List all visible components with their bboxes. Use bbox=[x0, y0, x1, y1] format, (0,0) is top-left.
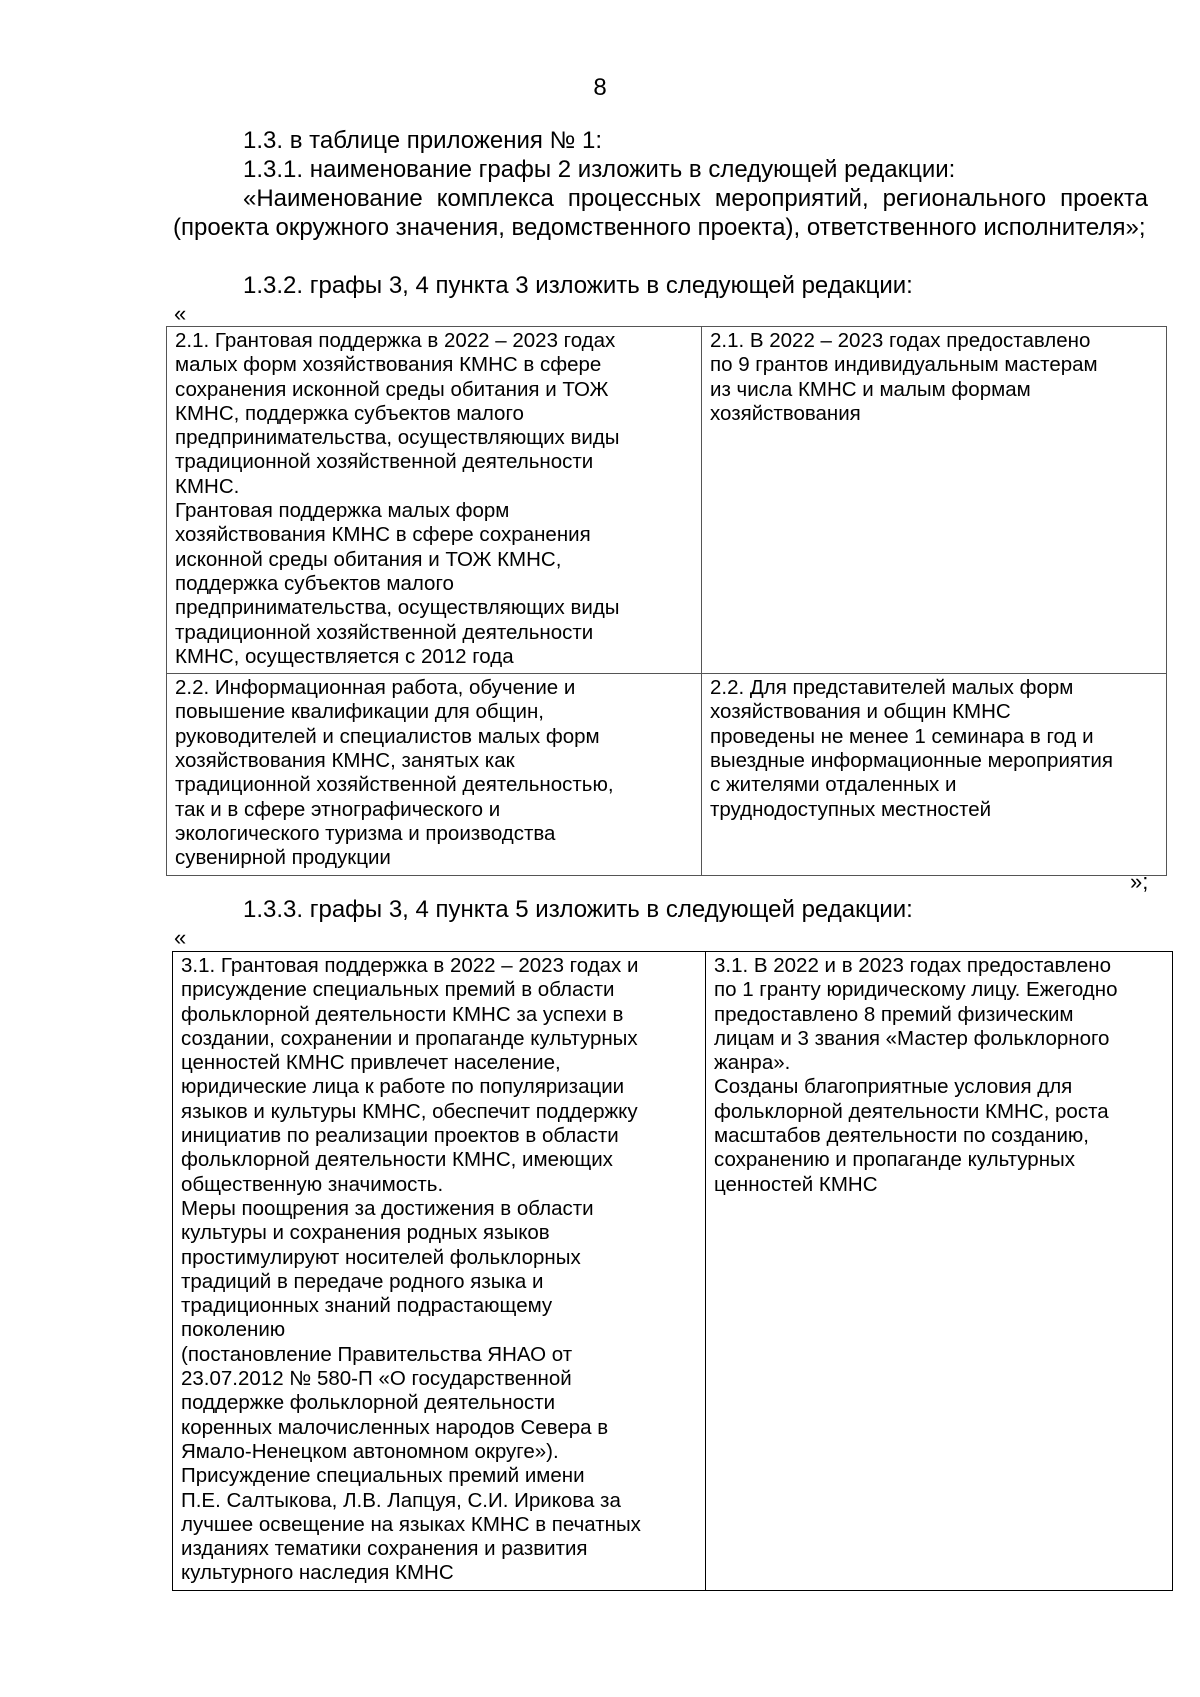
page-number: 8 bbox=[593, 74, 607, 101]
paragraph-1-3-1: 1.3.1. наименование графы 2 изложить в следующей редакции: bbox=[243, 156, 956, 183]
table-cell-column-4: 2.2. Для представителей малых форм хозяйствования и общин КМНС проведены не менее 1 семинара в год и выездные информационные мероприятия с жителями отдаленных и труднодоступных местностей bbox=[702, 674, 1167, 875]
table-cell-column-3: 2.2. Информационная работа, обучение и повышение квалификации для общин, руководителей и специалистов малых форм хозяйствования КМНС, занятых как традиционной хозяйственной деятельностью, так и в сфере этнографического и экологического туризма и производства сувенирной продукции bbox=[167, 674, 702, 875]
amendment-table-item-5 bbox=[172, 951, 1173, 1591]
table-row bbox=[173, 952, 1173, 1591]
table-row bbox=[167, 674, 1167, 875]
opening-quote-2: « bbox=[174, 925, 187, 950]
opening-quote-1: « bbox=[174, 301, 187, 326]
paragraph-column-2-name: «Наименование комплекса процессных мероприятий, регионального проекта (проекта окружного значения, ведомственного проекта), ответственного исполнителя»; bbox=[173, 185, 1148, 241]
table-row bbox=[167, 327, 1167, 674]
closing-quote-1: »; bbox=[1130, 869, 1149, 894]
amendment-table-item-3 bbox=[166, 326, 1167, 876]
paragraph-1-3: 1.3. в таблице приложения № 1: bbox=[243, 127, 603, 154]
table-cell-column-3: 2.1. Грантовая поддержка в 2022 – 2023 годах малых форм хозяйствования КМНС в сфере сохранения исконной среды обитания и ТОЖ КМНС, поддержка субъектов малого предпринимательства, осуществляющих виды традиционной хозяйственной деятельности КМНС. Грантовая поддержка малых форм хозяйствования КМНС в сфере сохранения исконной среды обитания и ТОЖ КМНС, поддержка субъектов малого предпринимательства, осуществляющих виды традиционной хозяйственной деятельности КМНС, осуществляется с 2012 года bbox=[167, 327, 702, 674]
table-cell-column-3: 3.1. Грантовая поддержка в 2022 – 2023 годах и присуждение специальных премий в области фольклорной деятельности КМНС за успехи в создании, сохранении и пропаганде культурных ценностей КМНС привлечет население, юридические лица к работе по популяризации языков и культуры КМНС, обеспечит поддержку инициатив по реализации проектов в области фольклорной деятельности КМНС, имеющих общественную значимость. Меры поощрения за достижения в области культуры и сохранения родных языков простимулируют носителей фольклорных традиций в передаче родного языка и традиционных знаний подрастающему поколению (постановление Правительства ЯНАО от 23.07.2012 № 580-П «О государственной поддержке фольклорной деятельности коренных малочисленных народов Севера в Ямало-Ненецком автономном округе»). Присуждение специальных премий имени П.Е. Салтыкова, Л.В. Лапцуя, С.И. Ирикова за лучшее освещение на языках КМНС в печатных изданиях тематики сохранения и развития культурного наследия КМНС bbox=[173, 952, 706, 1591]
table-cell-column-4: 2.1. В 2022 – 2023 годах предоставлено по 9 грантов индивидуальным мастерам из числа КМНС и малым формам хозяйствования bbox=[702, 327, 1167, 674]
paragraph-1-3-3: 1.3.3. графы 3, 4 пункта 5 изложить в следующей редакции: bbox=[243, 896, 913, 923]
paragraph-1-3-2: 1.3.2. графы 3, 4 пункта 3 изложить в следующей редакции: bbox=[243, 272, 913, 299]
table-cell-column-4: 3.1. В 2022 и в 2023 годах предоставлено по 1 гранту юридическому лицу. Ежегодно предоставлено 8 премий физическим лицам и 3 звания «Мастер фольклорного жанра». Созданы благоприятные условия для фольклорной деятельности КМНС, роста масштабов деятельности по созданию, сохранению и пропаганде культурных ценностей КМНС bbox=[706, 952, 1173, 1591]
